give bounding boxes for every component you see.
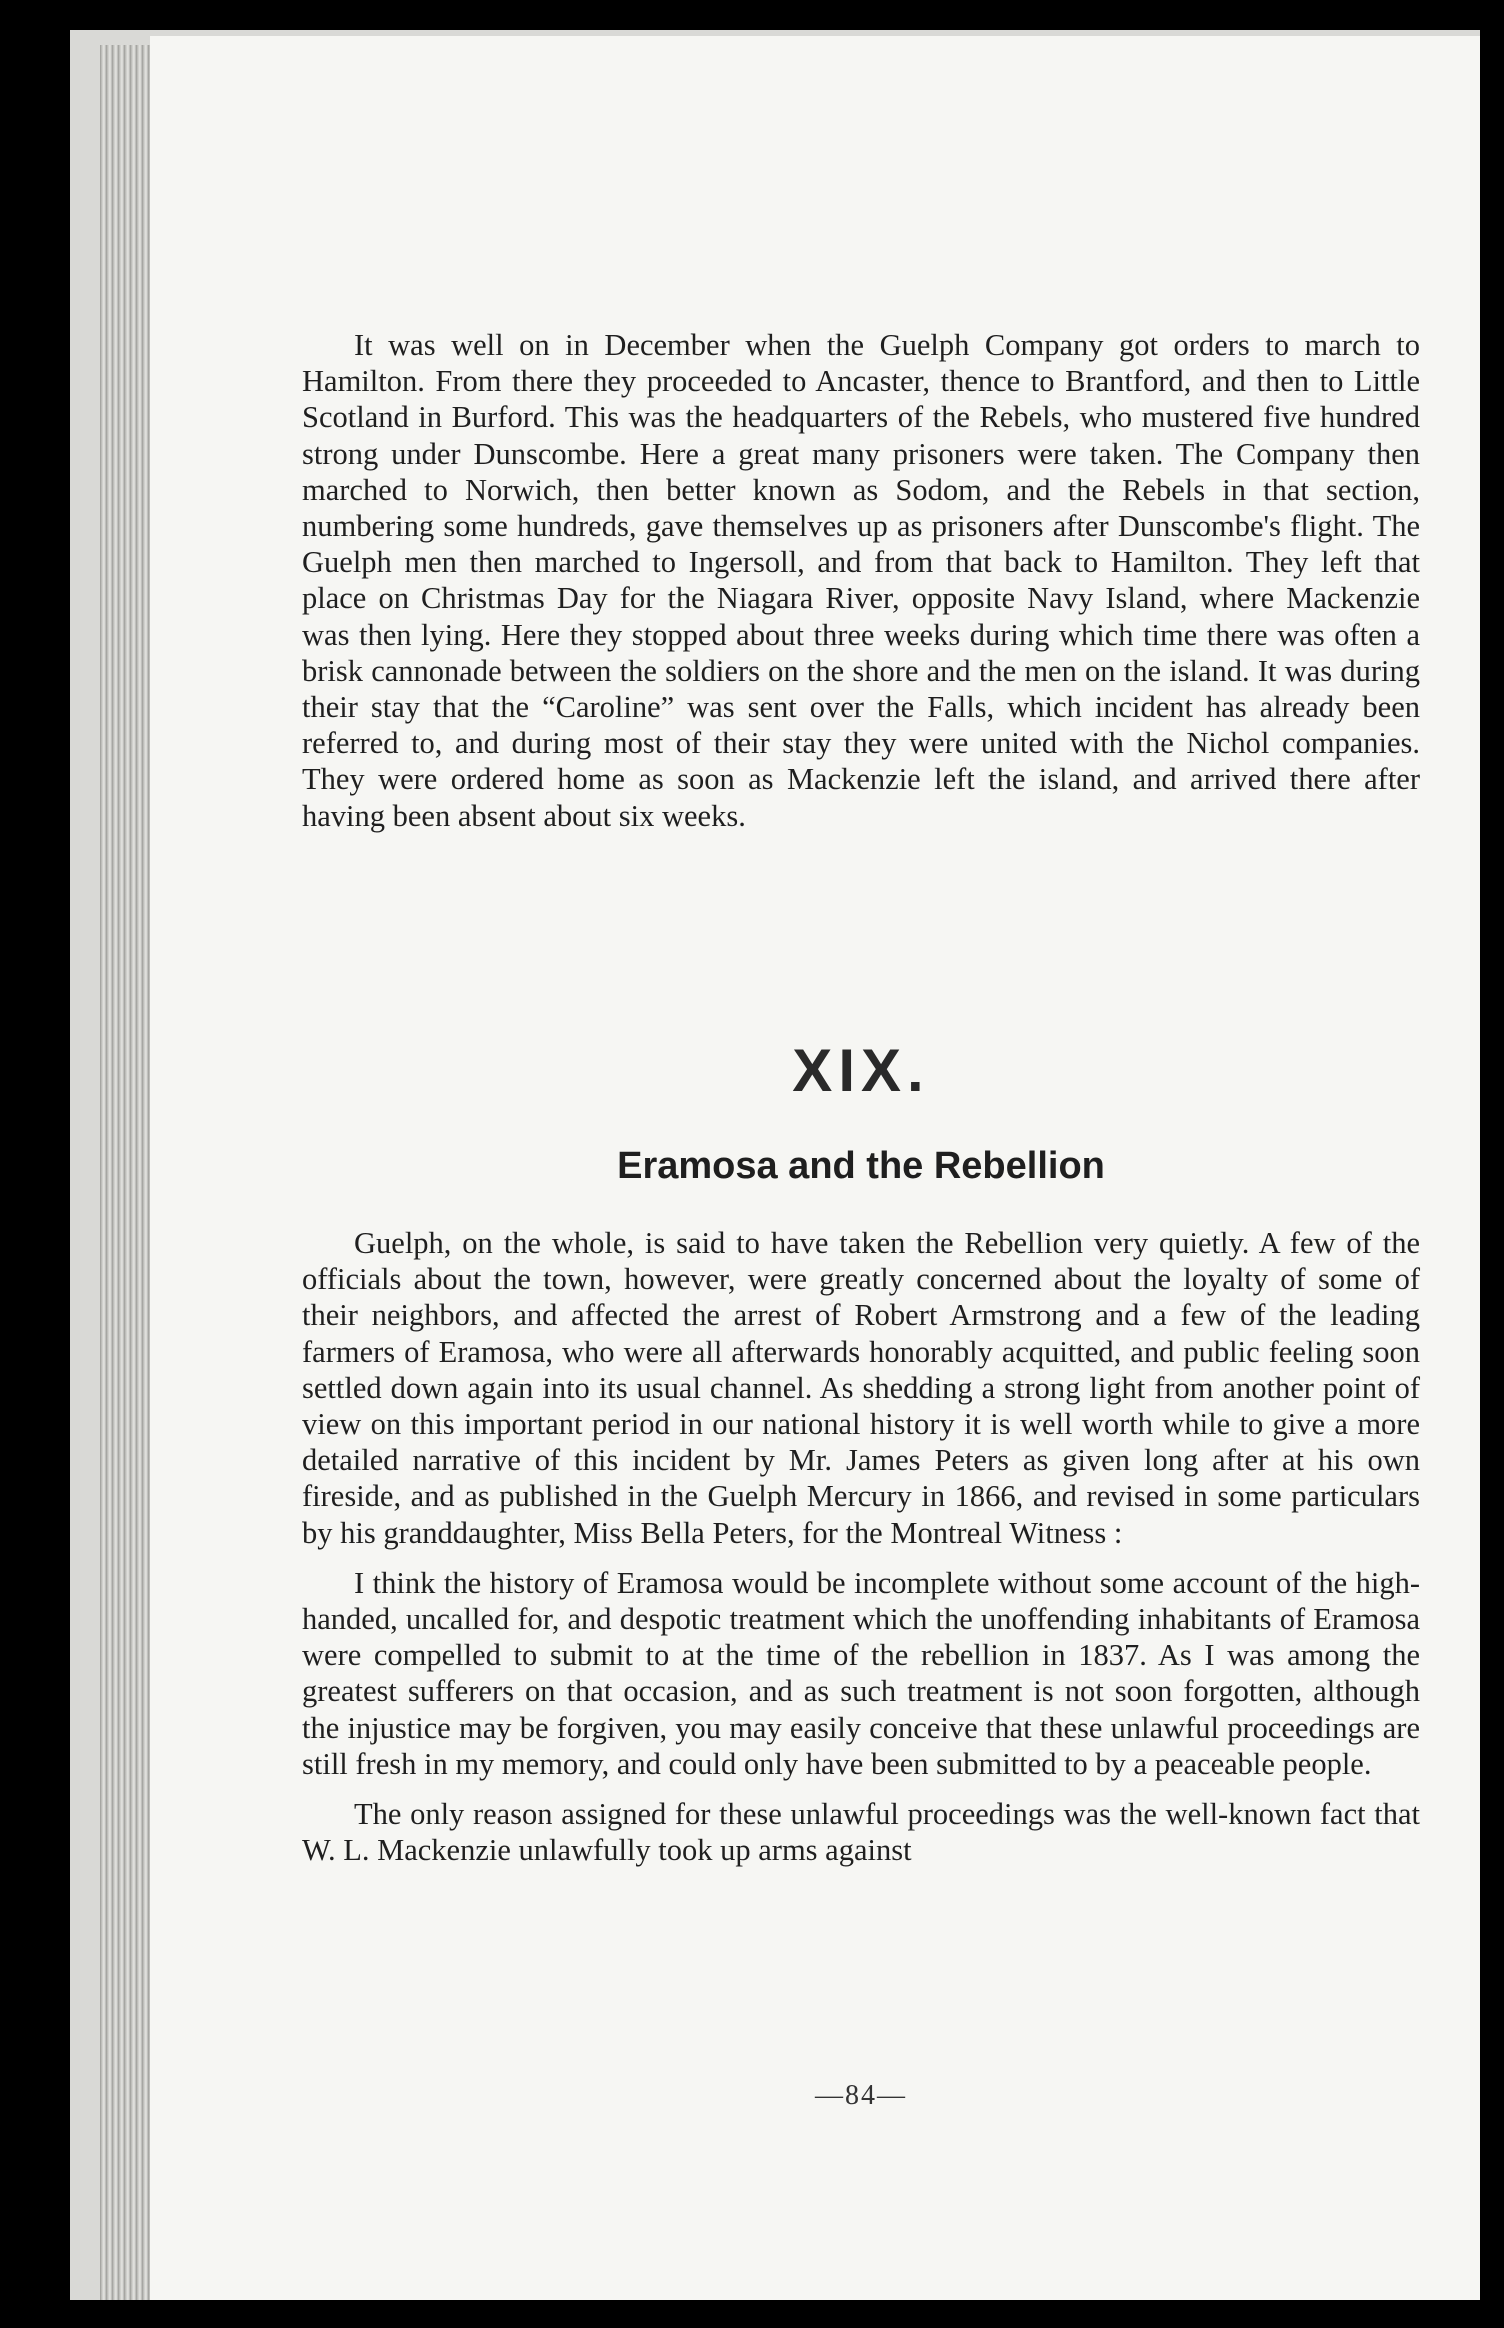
paragraph-unlawful-proceedings: The only reason assigned for these unlawful proceedings was the well-known fact that W. L. Mackenzie unlawfully took up arms against bbox=[302, 1797, 1420, 1868]
paragraph-guelph-company: It was well on in December when the Guelph Company got orders to march to Hamilton. From there they proceeded to Ancaster, thence to Brantford, and then to Little Scotland in Burford. This was the headquarters of the Rebels, who mustered five hundred strong under Dunscombe. Here a great many prisoners were taken. The Company then marched to Norwich, then better known as Sodom, and the Rebels in that section, numbering some hundreds, gave themselves up as prisoners after Dunscombe's flight. The Guelph men then marched to Ingersoll, and from that back to Hamilton. They left that place on Christmas Day for the Niagara River, opposite Navy Island, where Mackenzie was then lying. Here they stopped about three weeks during which time there was often a brisk cannonade between the soldiers on the shore and the men on the island. It was during their stay that the “Caroline” was sent over the Falls, which incident has already been referred to, and during most of their stay they were united with the Nichol companies. They were ordered home as soon as Mackenzie left the island, and arrived there after having been absent about six weeks. bbox=[302, 328, 1420, 833]
paragraph-history-eramosa: I think the history of Eramosa would be incomplete without some account of the high-handed, uncalled for, and despotic treatment which the unoffending inhabitants of Eramosa were compelled to submit to at the time of the rebellion in 1837. As I was among the greatest sufferers on that occasion, and as such treatment is not soon forgotten, although the injustice may be forgiven, you may easily conceive that these unlawful proceedings are still fresh in my memory, and could only have been submitted to by a peaceable people. bbox=[302, 1565, 1420, 1781]
opening-text bbox=[302, 327, 1420, 834]
chapter-body bbox=[302, 1225, 1420, 1868]
paragraph-guelph-rebellion: Guelph, on the whole, is said to have taken the Rebellion very quietly. A few of the officials about the town, however, were greatly concerned about the loyalty of some of their neighbors, and affected the arrest of Robert Armstrong and a few of the leading farmers of Eramosa, who were all afterwards honorably acquitted, and public feeling soon settled down again into its usual channel. As shedding a strong light from another point of view on this important period in our national history it is well worth while to give a more detailed narrative of this incident by Mr. James Peters as given long after at his own fireside, and as published in the Guelph Mercury in 1866, and revised in some particulars by his granddaughter, Miss Bella Peters, for the Montreal Witness : bbox=[302, 1226, 1420, 1550]
chapter-number: XIX. bbox=[792, 1037, 930, 1104]
page-number: —84— bbox=[815, 2080, 907, 2111]
chapter-title: Eramosa and the Rebellion bbox=[617, 1145, 1105, 1187]
